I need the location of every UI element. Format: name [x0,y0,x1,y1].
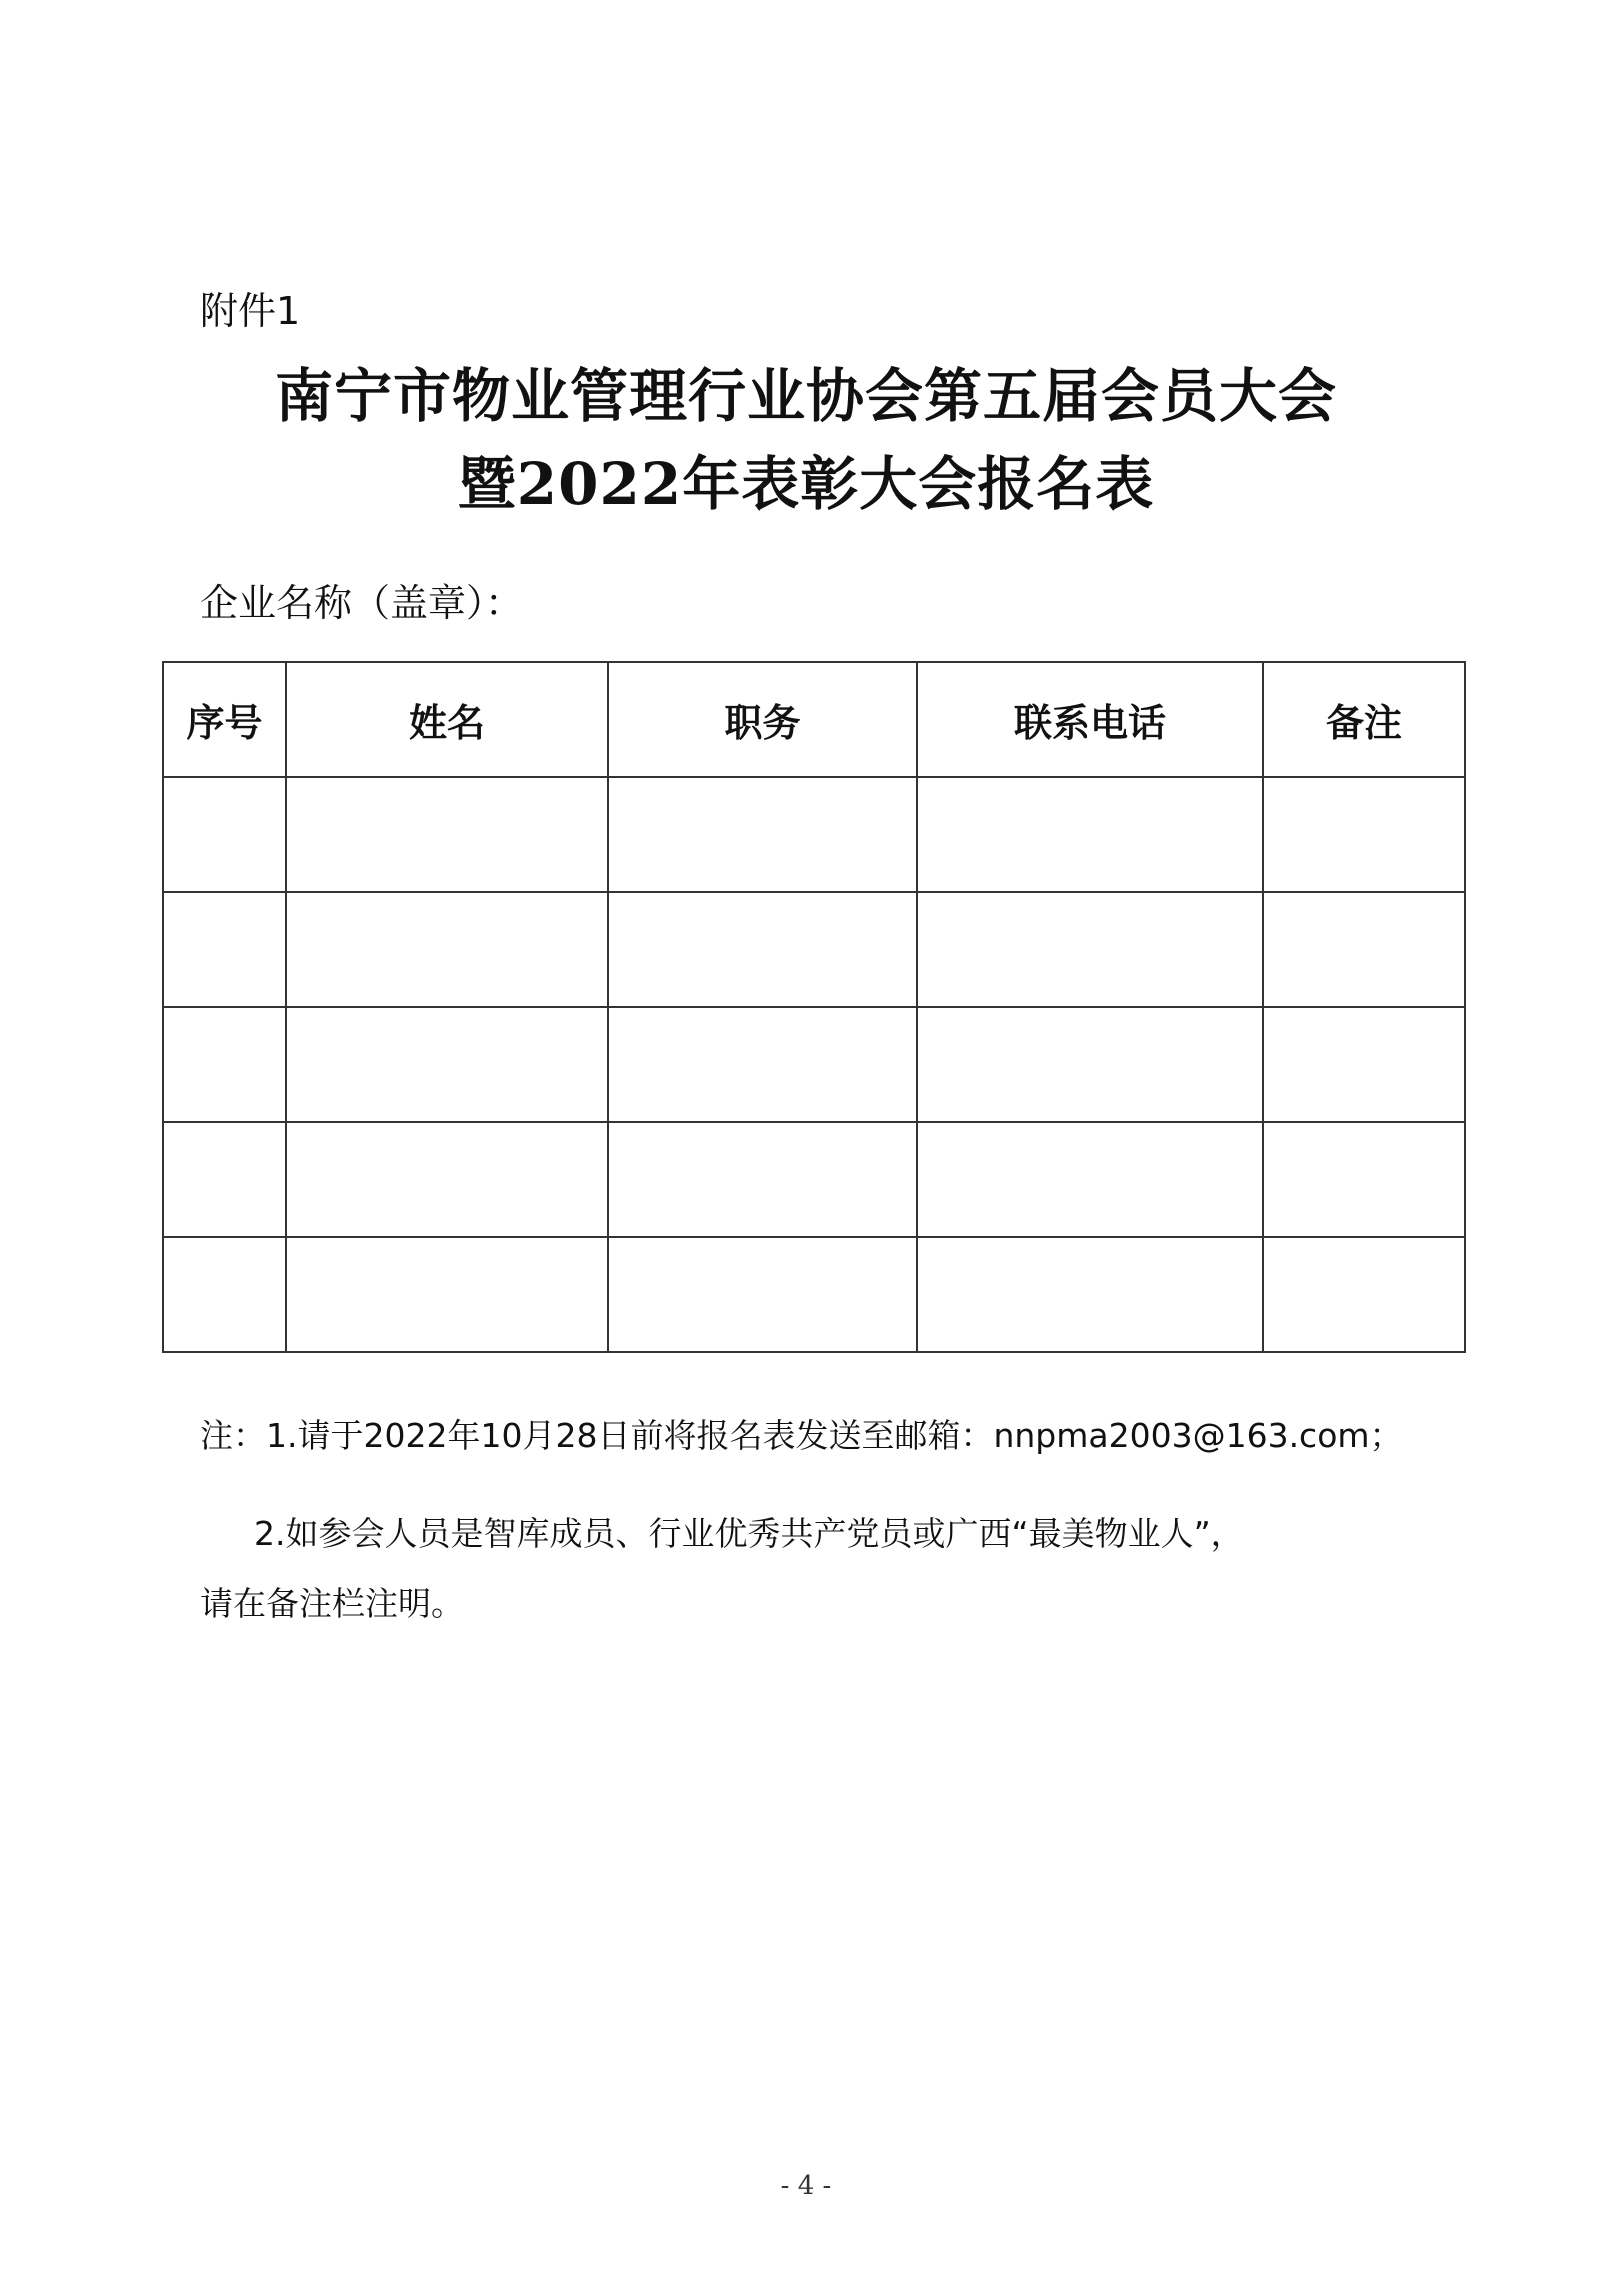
table-cell [286,1122,608,1237]
document-title-line-2: 暨2022年表彰大会报名表 [457,450,1155,518]
table-cell [608,1122,917,1237]
table-cell [163,1122,286,1237]
table-cell [163,1237,286,1352]
header-phone: 联系电话 [917,662,1263,777]
table-cell [286,1007,608,1122]
table-cell [917,1122,1263,1237]
table-cell [917,1007,1263,1122]
table-cell [1263,777,1465,892]
table-row [163,777,1465,892]
table-row [163,1237,1465,1352]
header-position: 职务 [608,662,917,777]
table-cell [608,1007,917,1122]
note-remarks-instruction-line-2: 请在备注栏注明。 [200,1584,464,1623]
table-cell [608,777,917,892]
document-title-line-1: 南宁市物业管理行业协会第五届会员大会 [274,362,1337,430]
table-cell [917,777,1263,892]
table-row [163,892,1465,1007]
table-cell [917,1237,1263,1352]
company-name-label: 企业名称（盖章）： [200,581,524,625]
header-serial-number: 序号 [163,662,286,777]
table-cell [1263,892,1465,1007]
table-cell [286,1237,608,1352]
note-deadline-email: 注：1.请于2022年10月28日前将报名表发送至邮箱：nnpma2003@163.com； [200,1416,1403,1455]
table-row [163,1122,1465,1237]
header-remarks: 备注 [1263,662,1465,777]
table-row [163,1007,1465,1122]
note-remarks-instruction-line-1: 2.如参会人员是智库成员、行业优秀共产党员或广西“最美物业人”， [254,1514,1244,1553]
table-cell [163,1007,286,1122]
page-number: - 4 - [780,2171,832,2201]
table-cell [163,892,286,1007]
header-name: 姓名 [286,662,608,777]
table-cell [608,1237,917,1352]
table-cell [1263,1237,1465,1352]
table-cell [163,777,286,892]
table-cell [608,892,917,1007]
registration-table [162,661,1466,1353]
table-cell [917,892,1263,1007]
table-cell [286,777,608,892]
table-cell [1263,1122,1465,1237]
table-cell [286,892,608,1007]
table-header-row [163,662,1465,777]
table-cell [1263,1007,1465,1122]
attachment-label: 附件1 [200,289,301,333]
